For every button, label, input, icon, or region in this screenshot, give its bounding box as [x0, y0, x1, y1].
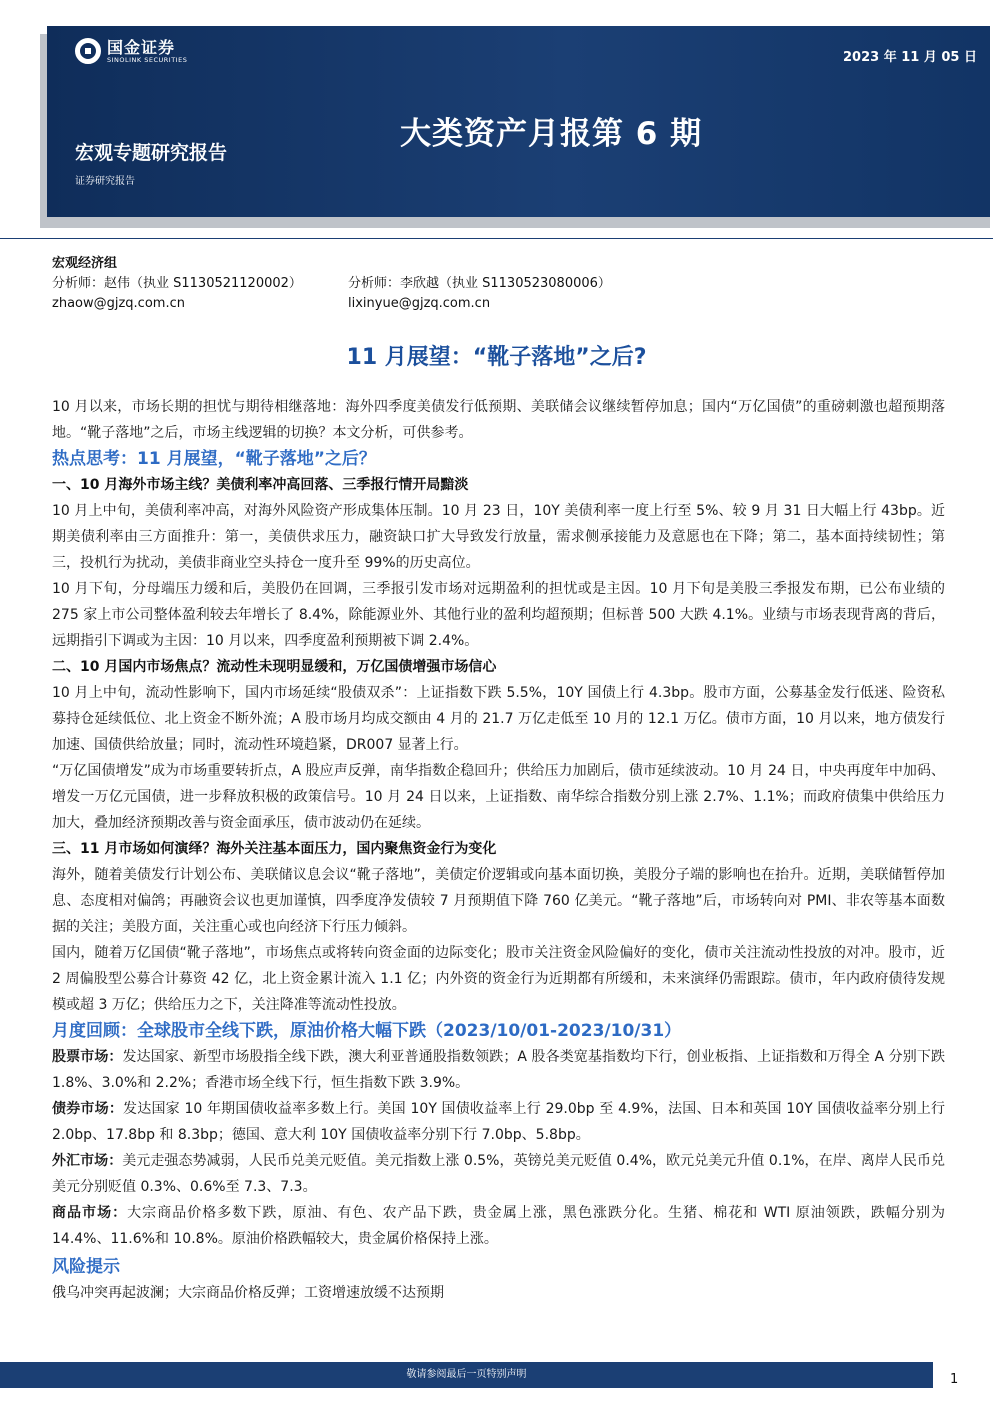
paragraph-1: 10 月上中旬，美债利率冲高，对海外风险资产形成集体压制。10 月 23 日，10Y 美债利率一度上行至 5%、较 9 月 31 日大幅上行 43bp。近期美债利率由三方面推升：第一，美债供求压力，融资缺口扩大导致发行放量，需求侧承接能力及意愿也在下降；第二，基本面持续韧性；第三，投机行为扰动，美债非商业空头持仓一度升至 99%的历史高位。: [52, 503, 945, 571]
report-date: 2023 年 11 月 05 日: [843, 50, 977, 65]
analyst-2-email[interactable]: lixinyue@gjzq.com.cn: [348, 296, 491, 311]
intro-paragraph: 10 月以来，市场长期的担忧与期待相继落地：海外四季度美债发行低预期、美联储会议继续暂停加息；国内“万亿国债”的重磅刺激也超预期落地。“靴子落地”之后，市场主线逻辑的切换？本文分析，可供参考。: [52, 399, 945, 441]
footer-disclaimer: 敬请参阅最后一页特别声明: [406, 1369, 527, 1380]
logo-text: [107, 39, 187, 64]
fx-market-label: 外汇市场：: [52, 1153, 123, 1169]
logo-cn: 国金证券: [107, 37, 176, 57]
commodity-market-label: 商品市场：: [52, 1205, 128, 1221]
analyst-2: 分析师：李欣越（执业 S1130523080006）: [348, 276, 611, 291]
risk-paragraph: 俄乌冲突再起波澜；大宗商品价格反弹；工资增速放缓不达预期: [52, 1285, 444, 1301]
page-number: 1: [950, 1372, 959, 1387]
stock-market-label: 股票市场：: [52, 1049, 123, 1065]
paragraph-2: 10 月下旬，分母端压力缓和后，美股仍在回调，三季报引发市场对远期盈利的担忧或是主因。10 月下旬是美股三季报发布期，已公布业绩的 275 家上市公司整体盈利较去年增长了 8.4%，除能源业外、其他行业的盈利均超预期；但标普 500 大跌 4.1%。业绩与市场表现背离的背后，远期指引下调或为主因：10 月以来，四季度盈利预期被下调 2.4%。: [52, 581, 945, 649]
author-block: [52, 254, 611, 314]
report-title: 大类资产月报第 6 期: [400, 116, 703, 152]
header-divider: [0, 238, 993, 239]
report-subtype: 证券研究报告: [75, 176, 135, 187]
section-heading-monthly-review: 月度回顾：全球股市全线下跌，原油价格大幅下跌（2023/10/01-2023/10/31）: [52, 1021, 682, 1041]
fx-market-paragraph: [52, 1148, 945, 1200]
company-logo: [75, 38, 187, 64]
paragraph-4: “万亿国债增发”成为市场重要转折点，A 股应声反弹，南华指数企稳回升；供给压力加剧后，债市延续波动。10 月 24 日，中央再度年中加码、增发一万亿元国债，进一步释放积极的政策信号。10 月 24 日以来，上证指数、南华综合指数分别上涨 2.7%、1.1%；而政府债集中供给压力加大，叠加经济预期改善与资金面承压，债市波动仍在延续。: [52, 763, 945, 831]
subheading-3: 三、11 月市场如何演绎？海外关注基本面压力，国内聚焦资金行为变化: [52, 841, 497, 857]
team-name: 宏观经济组: [52, 256, 118, 271]
subheading-2: 二、10 月国内市场焦点？流动性未现明显缓和，万亿国债增强市场信心: [52, 659, 497, 675]
stock-market-text: 发达国家、新型市场股指全线下跌，澳大利亚普通股指数领跌；A 股各类宽基指数均下行，创业板指、上证指数和万得全 A 分别下跌 1.8%、3.0%和 2.2%；香港市场全线下行，恒生指数下跌 3.9%。: [52, 1049, 945, 1091]
commodity-market-text: 大宗商品价格多数下跌，原油、有色、农产品下跌，贵金属上涨，黑色涨跌分化。生猪、棉花和 WTI 原油领跌，跌幅分别为 14.4%、11.6%和 10.8%。原油价格跌幅较大，贵金属价格保持上涨。: [52, 1205, 946, 1247]
section-heading-hot-topic: 热点思考：11 月展望，“靴子落地”之后？: [52, 449, 376, 469]
paragraph-3: 10 月上中旬，流动性影响下，国内市场延续“股债双杀”：上证指数下跌 5.5%，10Y 国债上行 4.3bp。股市方面，公募基金发行低迷、险资私募持仓延续低位、北上资金不断外流；A 股市场月均成交额由 4 月的 21.7 万亿走低至 10 月的 12.1 万亿。债市方面，10 月以来，地方债发行加速、国债供给放量；同时，流动性环境趋紧，DR007 显著上行。: [52, 685, 945, 753]
analyst-1-email[interactable]: zhaow@gjzq.com.cn: [52, 296, 185, 311]
commodity-market-paragraph: [52, 1200, 945, 1252]
subheading-1: 一、10 月海外市场主线？美债利率冲高回落、三季报行情开局黯淡: [52, 477, 469, 493]
fx-market-text: 美元走强态势减弱，人民币兑美元贬值。美元指数上涨 0.5%，英镑兑美元贬值 0.4%，欧元兑美元升值 0.1%，在岸、离岸人民币兑美元分别贬值 0.3%、0.6%至 7.3、7.3。: [52, 1153, 945, 1195]
logo-en: SINOLINK SECURITIES: [107, 55, 188, 64]
bond-market-paragraph: [52, 1096, 945, 1148]
report-body: [52, 394, 945, 1306]
logo-icon: [75, 38, 101, 64]
main-title: 11 月展望：“靴子落地”之后?: [346, 345, 647, 370]
report-type: 宏观专题研究报告: [75, 142, 228, 164]
section-heading-risk: 风险提示: [52, 1257, 120, 1277]
stock-market-paragraph: [52, 1044, 945, 1096]
bond-market-label: 债券市场：: [52, 1101, 124, 1117]
bond-market-text: 发达国家 10 年期国债收益率多数上行。美国 10Y 国债收益率上行 29.0bp 至 4.9%，法国、日本和英国 10Y 国债收益率分别上行 2.0bp、17.8bp 和 8.3bp；德国、意大利 10Y 国债收益率分别下行 7.0bp、5.8bp。: [52, 1101, 946, 1143]
paragraph-5: 海外，随着美债发行计划公布、美联储议息会议“靴子落地”，美债定价逻辑或向基本面切换，美股分子端的影响也在抬升。近期，美联储暂停加息、态度相对偏鸽；再融资会议也更加谨慎，四季度净发债较 7 月预期值下降 760 亿美元。“靴子落地”后，市场转向对 PMI、非农等基本面数据的关注；美股方面，关注重心或也向经济下行压力倾斜。: [52, 867, 945, 935]
paragraph-6: 国内，随着万亿国债“靴子落地”，市场焦点或将转向资金面的边际变化；股市关注资金风险偏好的变化，债市关注流动性投放的对冲。股市，近 2 周偏股型公募合计募资 42 亿，北上资金累计流入 1.1 亿；内外资的资金行为近期都有所缓和，未来演绎仍需跟踪。债市，年内政府债待发规模或超 3 万亿；供给压力之下，关注降准等流动性投放。: [52, 945, 945, 1013]
analyst-1: 分析师：赵伟（执业 S1130521120002）: [52, 276, 302, 291]
